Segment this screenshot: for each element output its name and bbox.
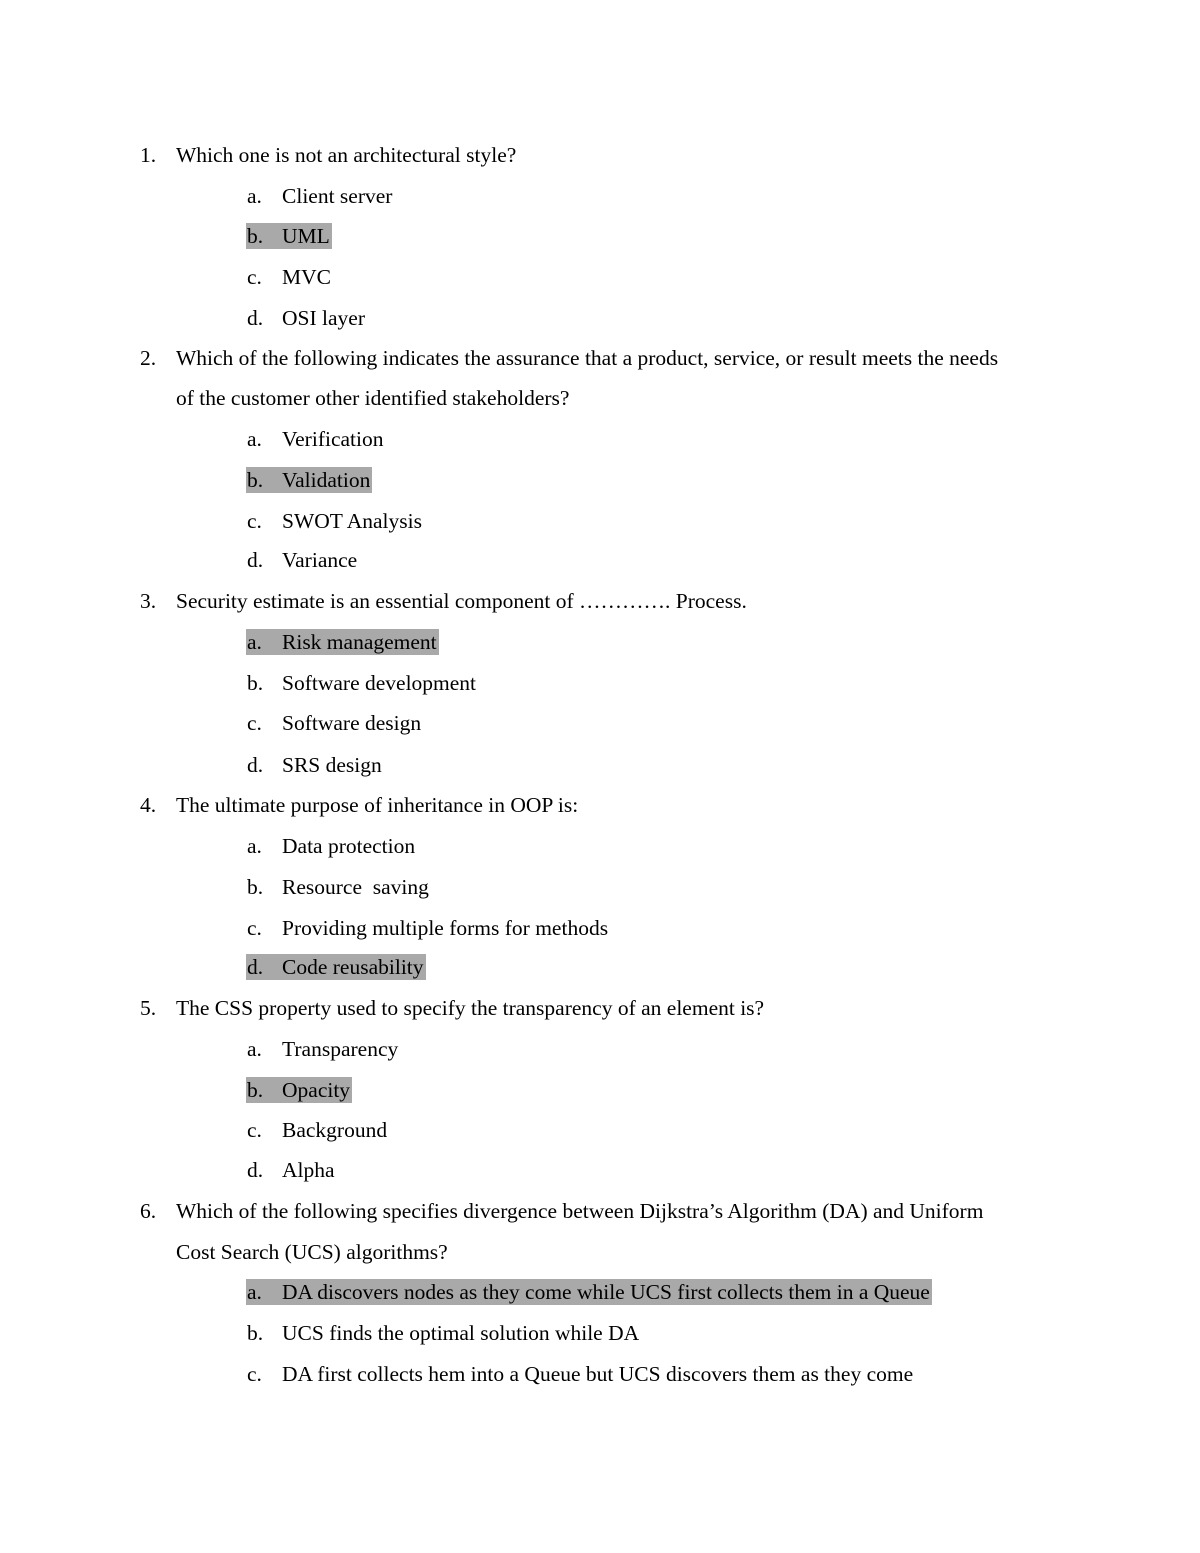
option-highlight xyxy=(246,1320,641,1346)
option-letter: a. xyxy=(247,184,262,208)
option-text: Software design xyxy=(282,711,422,735)
option-highlight xyxy=(246,629,439,655)
option-text: Client server xyxy=(282,184,393,208)
option-letter: c. xyxy=(247,509,262,533)
option-text: SRS design xyxy=(282,753,382,777)
question-number: 2. xyxy=(140,346,157,370)
option-text: OSI layer xyxy=(282,306,365,330)
option-letter: d. xyxy=(247,306,264,330)
option-letter: c. xyxy=(247,1362,262,1386)
option-6b xyxy=(247,1320,641,1346)
option-text: Variance xyxy=(282,548,358,572)
option-text: Code reusability xyxy=(282,955,424,979)
option-text: Risk management xyxy=(282,630,437,654)
option-5d xyxy=(247,1157,337,1183)
option-4b xyxy=(247,874,431,900)
option-highlight xyxy=(246,1157,337,1183)
option-text: Transparency xyxy=(282,1037,399,1061)
option-3a xyxy=(247,629,439,655)
option-text: UML xyxy=(282,224,330,248)
option-highlight xyxy=(246,264,333,290)
option-highlight xyxy=(246,915,610,941)
question-number: 5. xyxy=(140,996,157,1020)
option-5a xyxy=(247,1036,400,1062)
option-letter: a. xyxy=(247,834,262,858)
option-6c xyxy=(247,1361,915,1387)
option-letter: b. xyxy=(247,1078,264,1102)
option-highlight xyxy=(246,305,367,331)
option-highlight xyxy=(246,1279,932,1305)
option-letter: d. xyxy=(247,548,264,572)
option-highlight xyxy=(246,874,431,900)
option-1c xyxy=(247,264,333,290)
option-letter: b. xyxy=(247,875,264,899)
option-1d xyxy=(247,305,367,331)
option-highlight xyxy=(246,670,478,696)
option-letter: b. xyxy=(247,671,264,695)
question-text: Security estimate is an essential component of …………. Process. xyxy=(176,589,747,613)
question-text: The ultimate purpose of inheritance in OOP is: xyxy=(176,793,579,817)
question-number: 1. xyxy=(140,143,157,167)
option-highlight xyxy=(246,426,386,452)
option-text: DA first collects hem into a Queue but UCS discovers them as they come xyxy=(282,1362,914,1386)
option-2a xyxy=(247,426,386,452)
option-text: Opacity xyxy=(282,1078,351,1102)
option-letter: b. xyxy=(247,224,264,248)
option-text: Validation xyxy=(282,468,371,492)
option-highlight xyxy=(246,183,394,209)
option-5c xyxy=(247,1117,389,1143)
question-number: 6. xyxy=(140,1199,157,1223)
option-letter: b. xyxy=(247,1321,264,1345)
option-letter: c. xyxy=(247,916,262,940)
option-letter: d. xyxy=(247,753,264,777)
option-letter: c. xyxy=(247,711,262,735)
option-text: Data protection xyxy=(282,834,416,858)
option-highlight xyxy=(246,1117,389,1143)
option-letter: c. xyxy=(247,1118,262,1142)
option-letter: a. xyxy=(247,1037,262,1061)
option-text: Software development xyxy=(282,671,477,695)
option-letter: c. xyxy=(247,265,262,289)
option-highlight xyxy=(246,223,332,249)
option-highlight xyxy=(246,508,424,534)
option-highlight xyxy=(246,710,423,736)
option-text: MVC xyxy=(282,265,331,289)
option-letter: b. xyxy=(247,468,264,492)
option-text: Alpha xyxy=(282,1158,335,1182)
option-highlight xyxy=(246,752,384,778)
option-2b xyxy=(247,467,372,493)
option-highlight xyxy=(246,833,417,859)
option-3d xyxy=(247,752,384,778)
option-6a xyxy=(247,1279,932,1305)
option-letter: a. xyxy=(247,630,262,654)
question-number: 3. xyxy=(140,589,157,613)
question-6-continuation: Cost Search (UCS) algorithms? xyxy=(176,1240,448,1264)
option-highlight xyxy=(246,1077,352,1103)
option-text: DA discovers nodes as they come while UCS first collects them in a Queue xyxy=(282,1280,930,1304)
option-text: UCS finds the optimal solution while DA xyxy=(282,1321,640,1345)
question-text: Which one is not an architectural style? xyxy=(176,143,517,167)
option-letter: d. xyxy=(247,1158,264,1182)
option-letter: a. xyxy=(247,1280,262,1304)
option-5b xyxy=(247,1077,352,1103)
question-text: Which of the following indicates the assurance that a product, service, or result meets the needs xyxy=(176,346,999,370)
option-4d xyxy=(247,954,426,980)
option-2d xyxy=(247,547,359,573)
question-text: The CSS property used to specify the transparency of an element is? xyxy=(176,996,765,1020)
option-text: Background xyxy=(282,1118,388,1142)
option-1a xyxy=(247,183,394,209)
option-4c xyxy=(247,915,610,941)
option-text: SWOT Analysis xyxy=(282,509,422,533)
option-letter: d. xyxy=(247,955,264,979)
option-highlight xyxy=(246,1036,400,1062)
option-1b xyxy=(247,223,332,249)
option-2c xyxy=(247,508,424,534)
option-letter: a. xyxy=(247,427,262,451)
option-highlight xyxy=(246,954,426,980)
option-4a xyxy=(247,833,417,859)
question-2-continuation: of the customer other identified stakeholders? xyxy=(176,386,570,410)
option-highlight xyxy=(246,467,372,493)
option-text: Resource saving xyxy=(282,875,429,899)
option-text: Verification xyxy=(282,427,384,451)
option-3c xyxy=(247,710,423,736)
option-text: Providing multiple forms for methods xyxy=(282,916,609,940)
question-text: Which of the following specifies divergence between Dijkstra’s Algorithm (DA) and Uniform xyxy=(176,1199,984,1223)
question-number: 4. xyxy=(140,793,157,817)
option-3b xyxy=(247,670,478,696)
option-highlight xyxy=(246,547,359,573)
option-highlight xyxy=(246,1361,915,1387)
